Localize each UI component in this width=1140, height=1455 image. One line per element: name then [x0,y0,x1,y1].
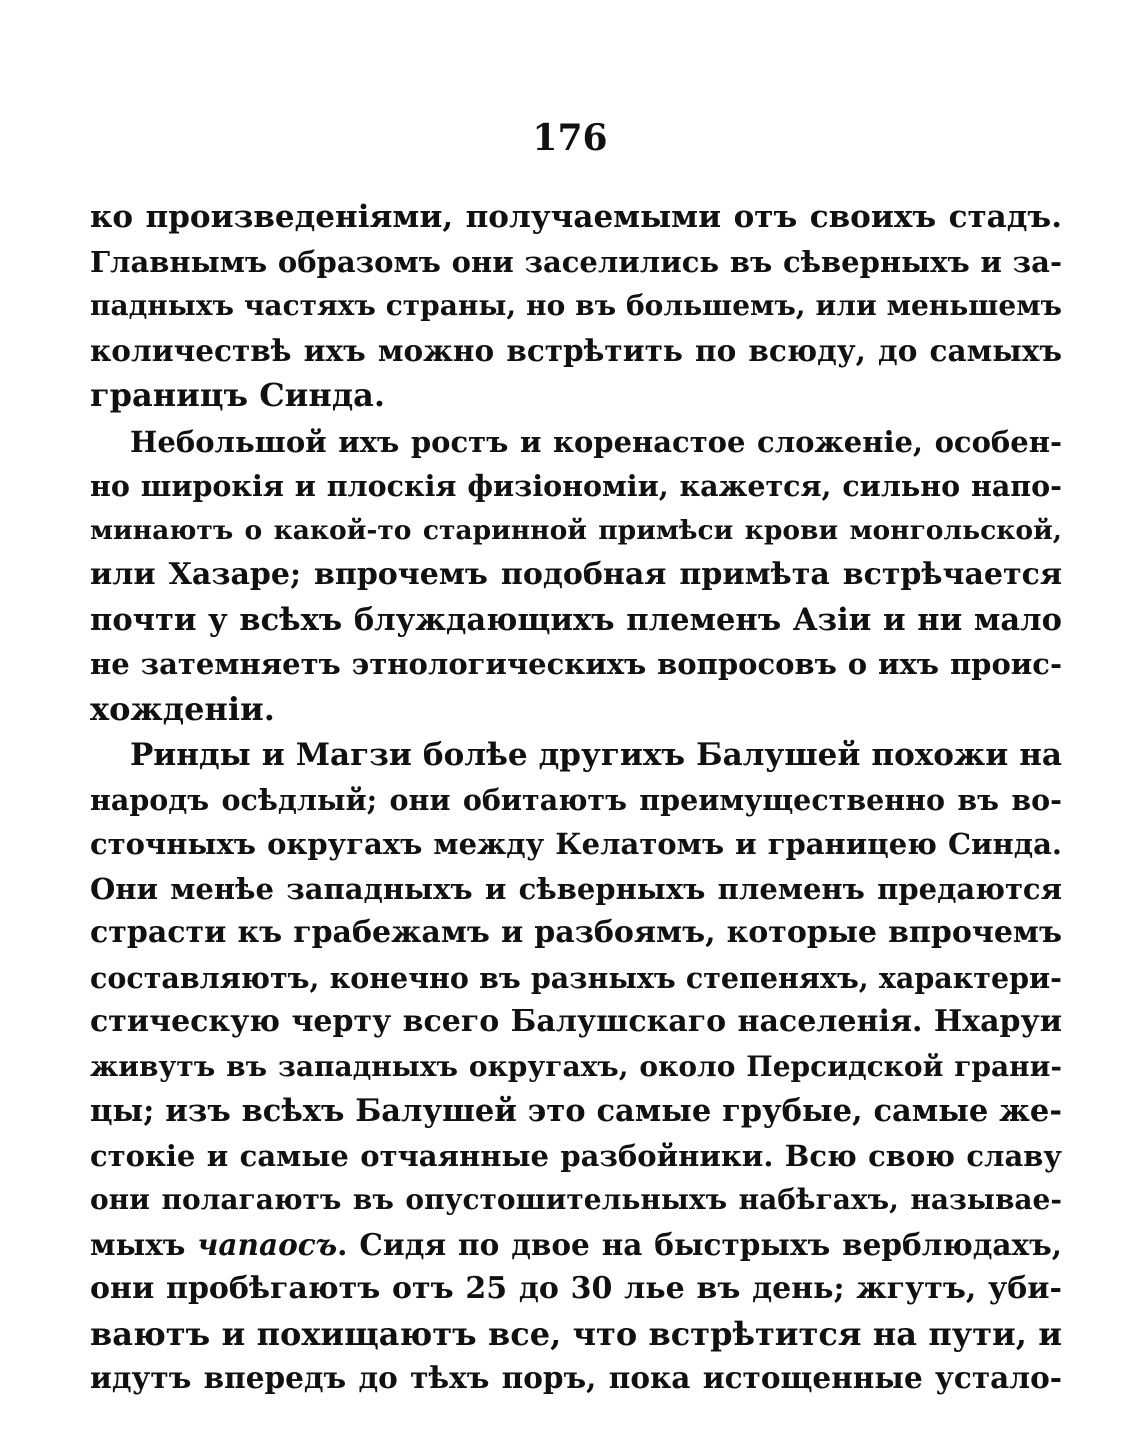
text-line: цы; изъ всѣхъ Балушей это самые грубые, самые же- [90,1093,1062,1129]
text-line: или Хазаре; впрочемъ подобная примѣта встрѣчается [90,557,1062,592]
text-line: падныхъ частяхъ страны, но въ большемъ, или меньшемъ [90,289,1062,322]
paragraph-1 [90,195,1062,418]
text-line: Ринды и Магзи болѣе другихъ Балушей похожи на [130,737,1062,773]
text-line: ко произведеніями, получаемыми отъ своихъ стадъ. [90,199,1062,235]
text-fragment: . Сидя по двое на быстрыхъ верблюдахъ, [337,1226,1062,1262]
text-line: стокіе и самые отчаянные разбойники. Всю свою славу [90,1138,1062,1173]
text-line: они полагаютъ въ опустошительныхъ набѣгахъ, называе- [90,1183,1062,1216]
text-line: Они менѣе западныхъ и сѣверныхъ племенъ предаются [90,871,1062,906]
paragraph-2 [90,420,1062,732]
text-line: но широкія и плоскія физіономіи, кажется, сильно напо- [90,469,1062,503]
text-body [90,195,1062,1401]
paragraph-3 [90,733,1062,1401]
text-line-with-italic [90,1223,1062,1268]
text-line: стическую черту всего Балушскаго населенія. Нхаруи [90,1004,1062,1039]
italic-term: чапаосъ [197,1226,338,1262]
text-line: Главнымъ образомъ они заселились въ сѣверныхъ и за- [90,244,1062,279]
text-line: составляютъ, конечно въ разныхъ степеняхъ, характери- [90,960,1062,995]
text-line: сточныхъ округахъ между Келатомъ и границею Синда. [90,827,1062,861]
text-line: идутъ впередъ до тѣхъ поръ, пока истощенные устало- [90,1360,1062,1395]
text-fragment: мыхъ [90,1226,198,1262]
text-line: не затемняетъ этнологическихъ вопросовъ о ихъ проис- [90,647,1062,681]
text-line: ваютъ и похищаютъ все, что встрѣтится на пути, и [90,1314,1062,1353]
text-line: минаютъ о какой-то старинной примѣси крови монгольской, [90,514,1062,546]
text-line: количествѣ ихъ можно встрѣтить по всюду, до самыхъ [90,332,1062,368]
text-line: они пробѣгаютъ отъ 25 до 30 лье въ день; жгутъ, уби- [90,1271,1062,1306]
text-line: Небольшой ихъ ростъ и коренастое сложеніе, особен- [130,424,1062,459]
text-line: хожденіи. [90,689,275,728]
text-line: границъ Синда. [90,376,386,414]
text-line: народъ осѣдлый; они обитаютъ преимущественно въ во- [90,782,1062,817]
text-line: страсти къ грабежамъ и разбоямъ, которые впрочемъ [90,915,1062,950]
text-line: почти у всѣхъ блуждающихъ племенъ Азіи и ни мало [90,601,1062,638]
text-line: живутъ въ западныхъ округахъ, около Персидской грани- [90,1049,1062,1083]
page-number: 176 [532,117,608,159]
